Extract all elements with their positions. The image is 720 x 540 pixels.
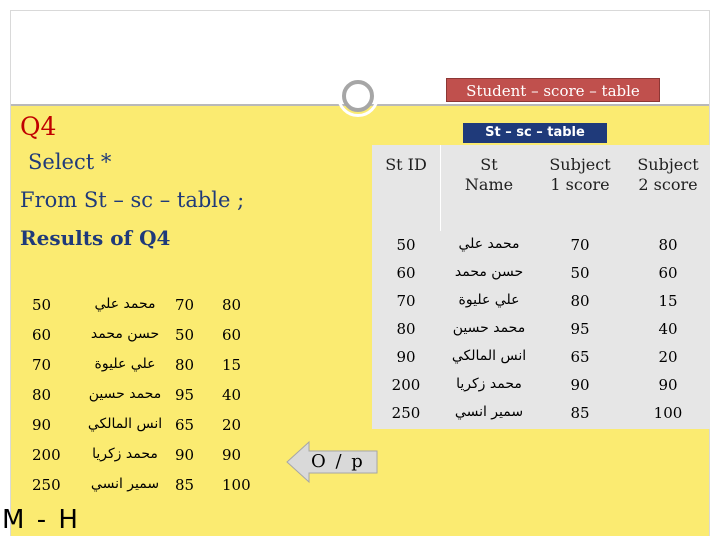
result-id: 80 [32,386,52,404]
cell-id: 60 [396,264,416,282]
table-row [372,371,710,399]
result-score-2: 90 [222,446,242,464]
result-score-1: 80 [175,356,195,374]
result-score-2: 40 [222,386,242,404]
circle-ornament [342,80,374,112]
result-id: 50 [32,296,52,314]
table-row [372,315,710,343]
header-st-name: St Name [464,155,514,194]
cell-score-1: 50 [570,264,590,282]
result-score-1: 65 [175,416,195,434]
result-name: محمد زكريا [92,446,158,462]
result-name: حسن محمد [90,326,160,342]
result-score-1: 70 [175,296,195,314]
cell-score-1: 65 [570,348,590,366]
result-id: 200 [32,446,61,464]
cell-score-2: 20 [658,348,678,366]
header-subject-2-score: Subject 2 score [637,155,699,194]
output-arrow [285,439,379,485]
cell-score-2: 40 [658,320,678,338]
result-id: 250 [32,476,61,494]
result-id: 70 [32,356,52,374]
table-row [372,399,710,427]
result-score-2: 60 [222,326,242,344]
result-score-1: 50 [175,326,195,344]
cell-id: 90 [396,348,416,366]
result-name: سمير انسي [90,476,160,492]
cell-id: 70 [396,292,416,310]
header-subject-1-score: Subject 1 score [549,155,611,194]
result-name: محمد علي [94,296,156,312]
result-name: انس المالكي [87,416,163,432]
cell-score-1: 95 [570,320,590,338]
slide-title-badge: Student – score – table [446,78,660,102]
cell-score-2: 60 [658,264,678,282]
cell-score-1: 90 [570,376,590,394]
cell-score-2: 100 [653,404,683,422]
cell-score-2: 90 [658,376,678,394]
table-row [372,343,710,371]
cell-score-2: 80 [658,236,678,254]
cell-name: سمير انسي [454,404,524,420]
table-name-tag: St – sc – table [463,123,607,143]
query-line-select: Select * [28,150,112,174]
query-line-from: From St – sc – table ; [20,188,245,212]
result-score-1: 95 [175,386,195,404]
query-line-results: Results of Q4 [20,226,171,250]
result-name: علي عليوة [94,356,156,372]
table-header [372,155,710,231]
question-label: Q4 [20,112,57,141]
cell-score-1: 80 [570,292,590,310]
result-name: محمد حسين [88,386,162,402]
result-score-2: 100 [222,476,251,494]
result-score-2: 80 [222,296,242,314]
result-score-2: 20 [222,416,242,434]
cell-id: 200 [391,376,421,394]
cell-name: حسن محمد [454,264,524,280]
result-id: 90 [32,416,52,434]
cell-id: 250 [391,404,421,422]
cell-name: محمد علي [458,236,520,252]
table-row [372,259,710,287]
output-label: O / p [311,451,365,472]
header-st-id: St ID [385,155,427,174]
cell-score-1: 70 [570,236,590,254]
result-id: 60 [32,326,52,344]
cell-name: محمد زكريا [456,376,522,392]
cell-id: 50 [396,236,416,254]
cell-name: انس المالكي [451,348,527,364]
cell-id: 80 [396,320,416,338]
table-row [372,231,710,259]
result-score-2: 15 [222,356,242,374]
result-score-1: 90 [175,446,195,464]
cell-score-1: 85 [570,404,590,422]
table-row [372,287,710,315]
cell-name: محمد حسين [452,320,526,336]
student-score-table [372,145,710,429]
cell-score-2: 15 [658,292,678,310]
result-score-1: 85 [175,476,195,494]
cell-name: علي عليوة [458,292,520,308]
author-initials: M - H [2,505,80,535]
